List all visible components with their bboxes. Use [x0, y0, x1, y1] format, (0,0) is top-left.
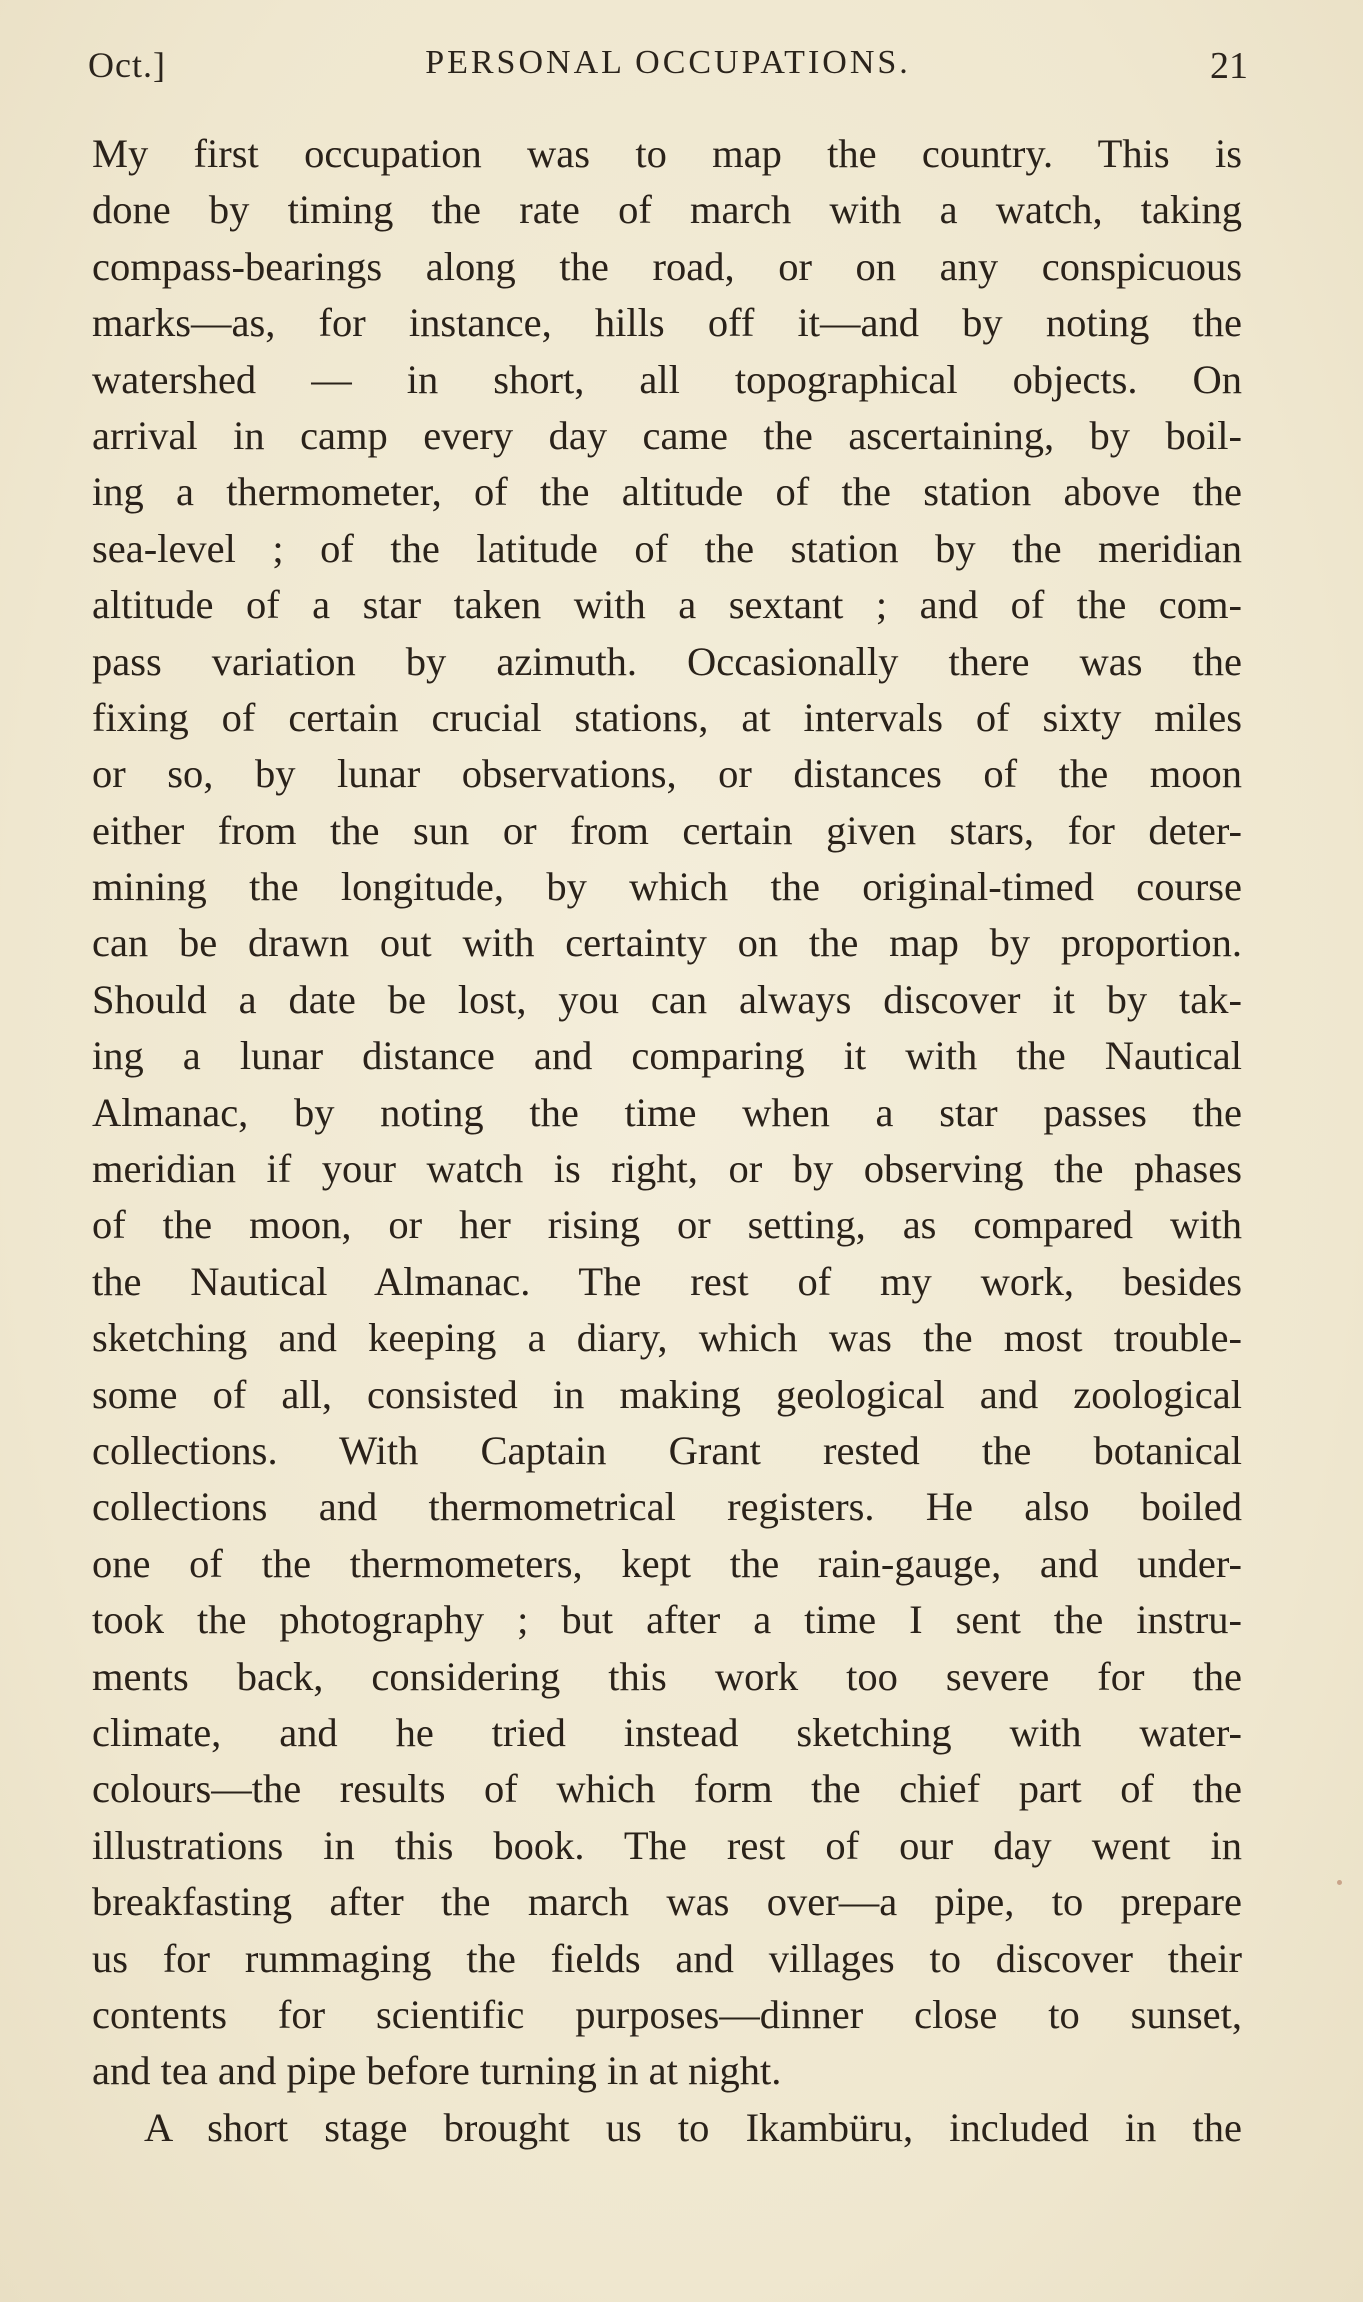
- text-line: colours—the results of which form the chief part of the: [92, 1766, 1242, 1812]
- text-line: ing a thermometer, of the altitude of the station above the: [92, 469, 1242, 515]
- paragraph-end-line: and tea and pipe before turning in at night.: [92, 2048, 782, 2094]
- text-line: us for rummaging the fields and villages to discover their: [92, 1935, 1242, 1981]
- text-line: either from the sun or from certain given stars, for deter-: [92, 807, 1242, 853]
- paper-speck: [1337, 1880, 1342, 1885]
- text-line: Should a date be lost, you can always discover it by tak-: [92, 976, 1242, 1022]
- text-line: fixing of certain crucial stations, at intervals of sixty miles: [92, 694, 1242, 740]
- text-line: climate, and he tried instead sketching with water-: [92, 1709, 1242, 1755]
- text-line: breakfasting after the march was over—a pipe, to prepare: [92, 1879, 1242, 1925]
- text-line: or so, by lunar observations, or distances of the moon: [92, 751, 1242, 797]
- text-line: My first occupation was to map the country. This is: [92, 131, 1242, 176]
- text-line: marks—as, for instance, hills off it—and by noting the: [92, 300, 1242, 346]
- body-text: [92, 126, 1242, 2156]
- text-line: can be drawn out with certainty on the map by proportion.: [92, 920, 1242, 966]
- text-line: of the moon, or her rising or setting, as compared with: [92, 1202, 1242, 1248]
- text-line: sea-level ; of the latitude of the station by the meridian: [92, 525, 1242, 571]
- text-line: sketching and keeping a diary, which was the most trouble-: [92, 1315, 1242, 1361]
- text-line: collections and thermometrical registers. He also boiled: [92, 1484, 1242, 1530]
- text-line: ments back, considering this work too severe for the: [92, 1653, 1242, 1699]
- running-head-month: Oct.]: [88, 45, 166, 85]
- text-line: watershed — in short, all topographical objects. On: [92, 356, 1242, 402]
- text-line: collections. With Captain Grant rested the botanical: [92, 1427, 1242, 1473]
- paragraph-start-line: A short stage brought us to Ikambüru, included in the: [144, 2104, 1242, 2150]
- text-line: altitude of a star taken with a sextant ; and of the com-: [92, 582, 1242, 628]
- text-line: some of all, consisted in making geological and zoological: [92, 1371, 1242, 1417]
- text-line: illustrations in this book. The rest of our day went in: [92, 1822, 1242, 1868]
- text-line: done by timing the rate of march with a watch, taking: [92, 187, 1242, 233]
- text-line: one of the thermometers, kept the rain-gauge, and under-: [92, 1540, 1242, 1586]
- running-head-title: PERSONAL OCCUPATIONS.: [425, 44, 911, 81]
- text-line: took the photography ; but after a time I sent the instru-: [92, 1597, 1242, 1643]
- text-line: meridian if your watch is right, or by observing the phases: [92, 1146, 1242, 1192]
- text-line: the Nautical Almanac. The rest of my work, besides: [92, 1258, 1242, 1304]
- page-number: 21: [1210, 45, 1248, 87]
- running-head: [88, 44, 1248, 104]
- text-line: arrival in camp every day came the ascertaining, by boil-: [92, 412, 1242, 458]
- text-line: compass-bearings along the road, or on any conspicuous: [92, 243, 1242, 289]
- text-line: Almanac, by noting the time when a star passes the: [92, 1089, 1242, 1135]
- text-line: ing a lunar distance and comparing it with the Nautical: [92, 1033, 1242, 1079]
- text-line: pass variation by azimuth. Occasionally there was the: [92, 638, 1242, 684]
- text-line: contents for scientific purposes—dinner close to sunset,: [92, 1991, 1242, 2037]
- text-line: mining the longitude, by which the original-timed course: [92, 864, 1242, 910]
